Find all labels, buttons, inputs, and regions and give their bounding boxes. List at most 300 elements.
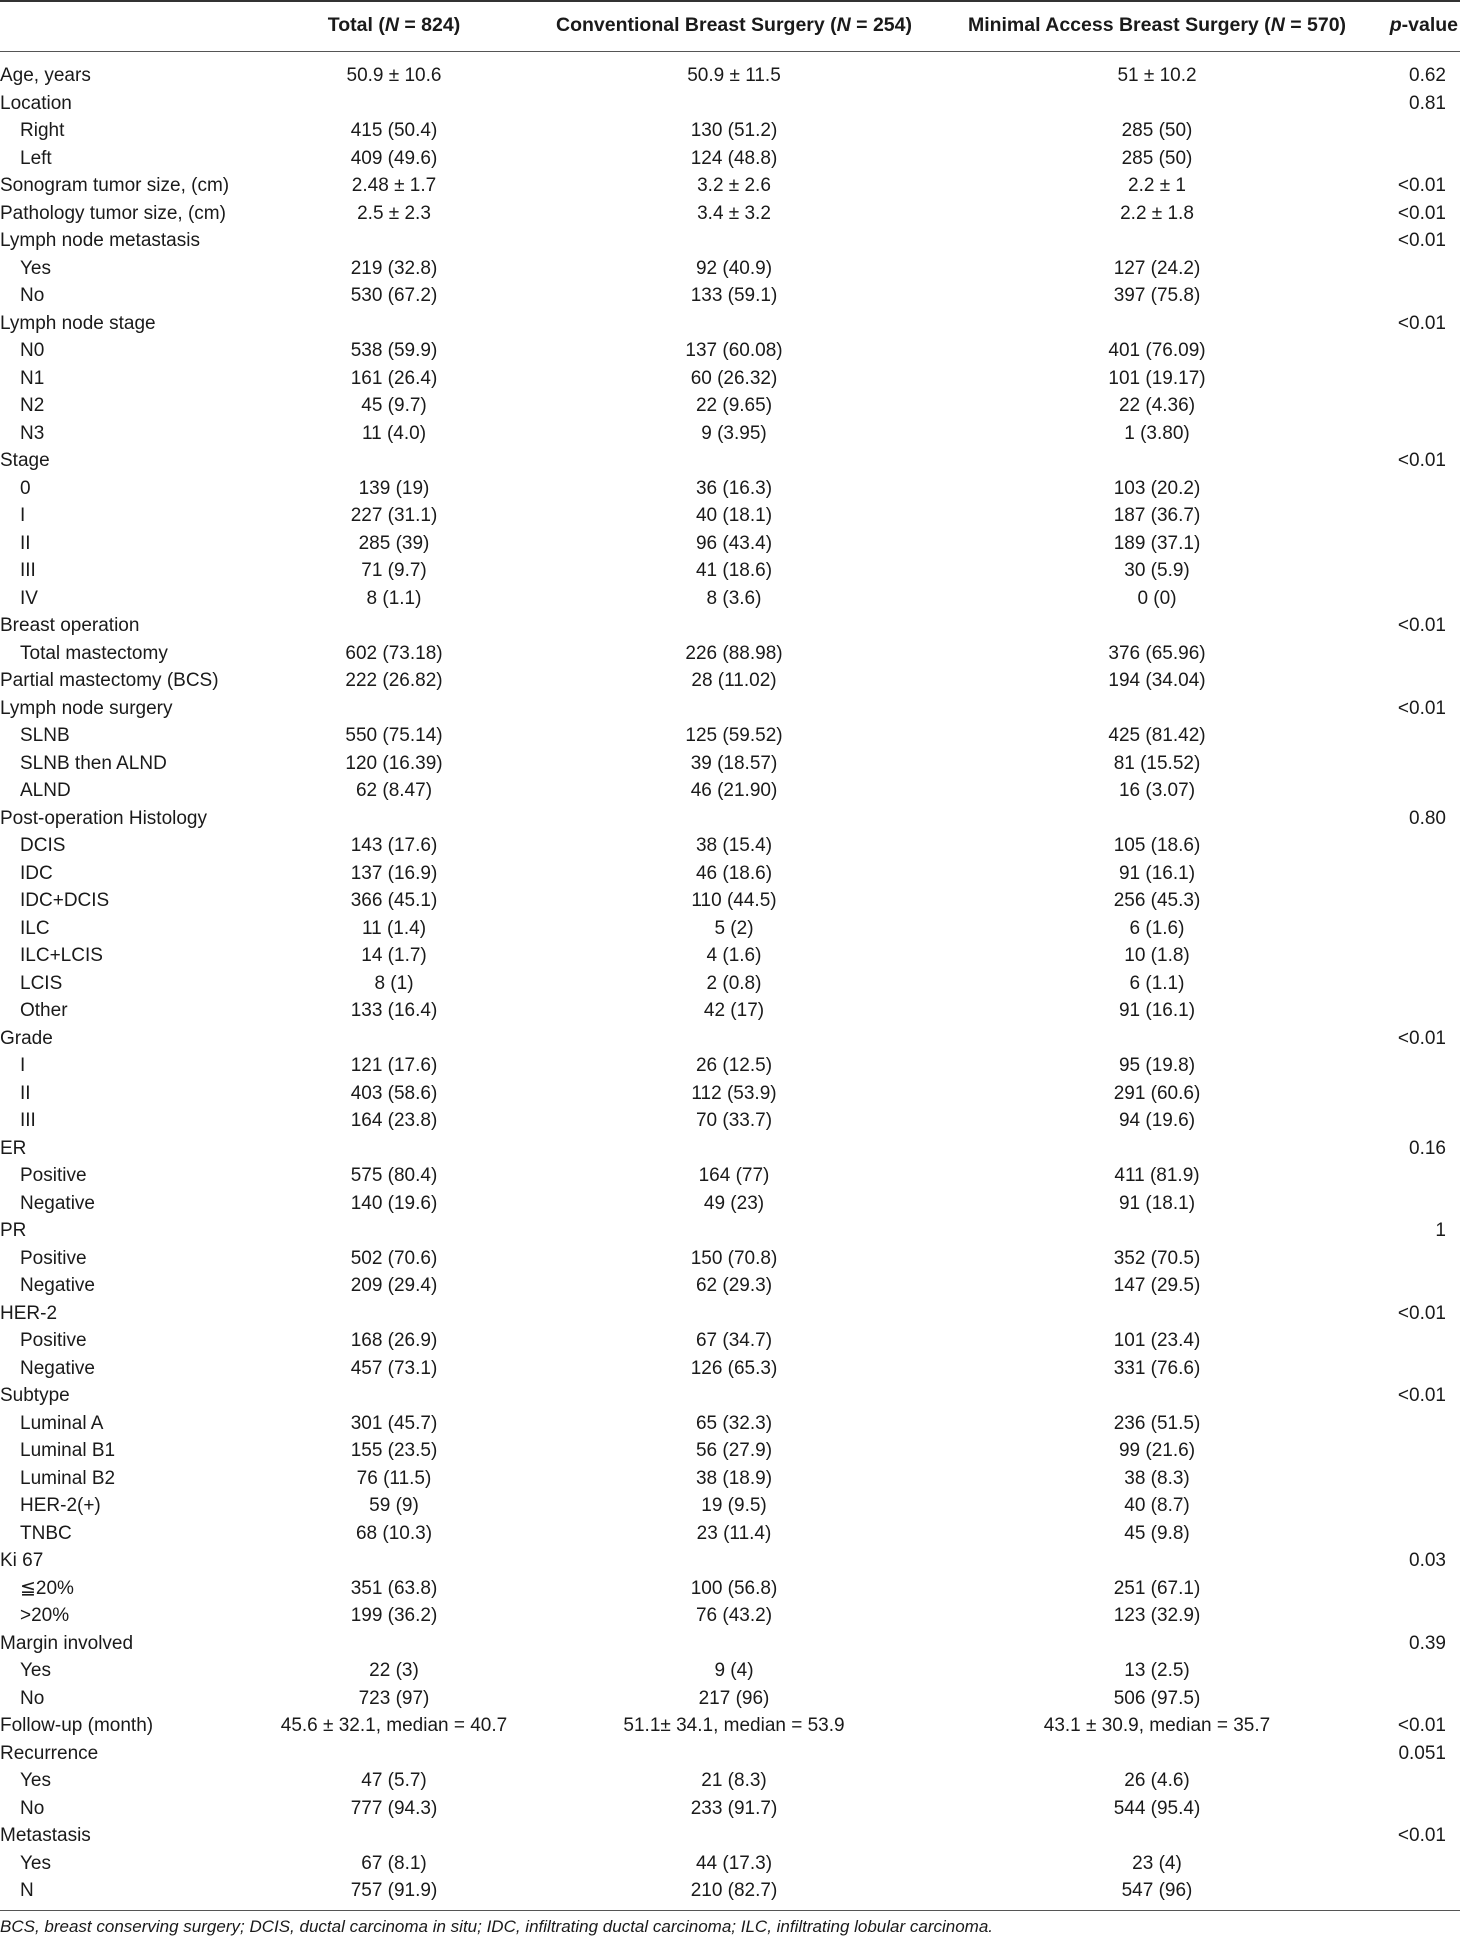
table-row (0, 65, 1460, 93)
table-row (0, 1578, 1460, 1606)
row-label: Negative (20, 1275, 95, 1296)
cell-total: 137 (16.9) (350, 862, 438, 884)
cell-conventional: 21 (8.3) (701, 1770, 767, 1791)
cell-conventional: 217 (96) (698, 1687, 770, 1709)
table-row (0, 1193, 1460, 1221)
row-label: Positive (20, 1247, 87, 1269)
cell-p-value: 0.39 (1409, 1632, 1446, 1654)
cell-minimal-access: 397 (75.8) (1113, 285, 1201, 306)
cell-conventional: 2 (0.8) (706, 972, 762, 994)
table-row (0, 1825, 1460, 1853)
cell-conventional: 8 (3.6) (706, 587, 762, 609)
row-label: Negative (20, 1357, 95, 1379)
table-row (0, 1165, 1460, 1193)
row-label: Luminal B1 (20, 1440, 116, 1461)
row-label: Yes (20, 1660, 51, 1681)
table-row (0, 368, 1460, 396)
table-row (0, 478, 1460, 506)
cell-total: 723 (97) (358, 1687, 430, 1709)
cell-p-value: <0.01 (1397, 1825, 1446, 1846)
row-label: Ki 67 (0, 1550, 44, 1571)
cell-conventional: 5 (2) (714, 917, 754, 939)
table-row (0, 258, 1460, 286)
cell-conventional: 3.4 ± 3.2 (697, 202, 771, 224)
row-label: ≦20% (20, 1577, 74, 1599)
cell-conventional: 56 (27.9) (695, 1440, 773, 1461)
table-row (0, 973, 1460, 1001)
cell-minimal-access: 91 (16.1) (1118, 1000, 1196, 1021)
cell-minimal-access: 16 (3.07) (1118, 780, 1196, 801)
cell-conventional: 70 (33.7) (695, 1110, 773, 1131)
cell-minimal-access: 547 (96) (1121, 1880, 1193, 1901)
row-label: ER (0, 1137, 27, 1159)
row-label: Metastasis (0, 1825, 91, 1846)
row-label: N0 (20, 340, 45, 361)
row-label: N2 (20, 395, 45, 416)
row-label: No (20, 1687, 45, 1709)
cell-minimal-access: 22 (4.36) (1118, 395, 1196, 416)
table-row (0, 725, 1460, 753)
cell-total: 59 (9) (369, 1495, 419, 1516)
cell-conventional: 46 (21.90) (690, 780, 778, 801)
cell-total: 575 (80.4) (350, 1165, 438, 1186)
header-p-value: p-value (1389, 14, 1458, 36)
table-row (0, 1055, 1460, 1083)
row-label: IV (20, 587, 38, 609)
cell-conventional: 44 (17.3) (695, 1852, 773, 1874)
cell-total: 50.9 ± 10.6 (346, 65, 442, 86)
cell-minimal-access: 99 (21.6) (1118, 1440, 1196, 1461)
cell-minimal-access: 95 (19.8) (1118, 1055, 1196, 1076)
cell-total: 14 (1.7) (361, 945, 427, 966)
cell-total: 168 (26.9) (350, 1330, 438, 1351)
cell-p-value: <0.01 (1397, 202, 1446, 224)
cell-conventional: 4 (1.6) (706, 945, 762, 966)
table-row (0, 285, 1460, 313)
row-label: Follow-up (month) (0, 1715, 154, 1736)
row-label: 0 (20, 477, 31, 499)
cell-total: 11 (4.0) (361, 422, 427, 444)
cell-total: 403 (58.6) (350, 1082, 438, 1104)
cell-minimal-access: 2.2 ± 1 (1128, 175, 1186, 196)
row-label: Recurrence (0, 1742, 99, 1764)
cell-total: 209 (29.4) (350, 1275, 438, 1296)
cell-conventional: 22 (9.65) (695, 395, 773, 416)
cell-total: 351 (63.8) (350, 1577, 438, 1599)
row-label: Stage (0, 450, 50, 471)
cell-total: 161 (26.4) (350, 367, 438, 389)
cell-p-value: <0.01 (1397, 450, 1446, 471)
cell-total: 457 (73.1) (350, 1357, 438, 1379)
cell-conventional: 126 (65.3) (690, 1357, 778, 1379)
cell-minimal-access: 81 (15.52) (1113, 752, 1201, 774)
row-label: PR (0, 1220, 27, 1241)
cell-conventional: 62 (29.3) (695, 1275, 773, 1296)
cell-conventional: 38 (15.4) (695, 835, 773, 856)
cell-conventional: 233 (91.7) (690, 1797, 778, 1819)
table-row (0, 395, 1460, 423)
row-label: HER-2(+) (20, 1495, 101, 1516)
cell-conventional: 40 (18.1) (695, 505, 773, 526)
row-label: Post-operation Histology (0, 807, 207, 829)
cell-total: 68 (10.3) (355, 1522, 433, 1544)
row-label: II (20, 1082, 31, 1104)
cell-minimal-access: 285 (50) (1121, 120, 1193, 141)
cell-minimal-access: 40 (8.7) (1124, 1495, 1190, 1516)
cell-p-value: <0.01 (1397, 615, 1446, 636)
cell-minimal-access: 425 (81.42) (1108, 725, 1206, 746)
cell-conventional: 96 (43.4) (695, 532, 773, 554)
cell-minimal-access: 13 (2.5) (1124, 1660, 1190, 1681)
cell-p-value: <0.01 (1397, 1385, 1446, 1406)
cell-minimal-access: 251 (67.1) (1113, 1577, 1201, 1599)
row-label: ILC+LCIS (20, 945, 103, 966)
table-row (0, 1275, 1460, 1303)
cell-minimal-access: 187 (36.7) (1113, 505, 1201, 526)
cell-total: 8 (1) (374, 972, 414, 994)
cell-minimal-access: 189 (37.1) (1113, 532, 1201, 554)
table-row (0, 93, 1460, 121)
row-label: DCIS (20, 835, 66, 856)
cell-p-value: 0.81 (1409, 92, 1446, 114)
cell-minimal-access: 43.1 ± 30.9, median = 35.7 (1043, 1715, 1271, 1736)
cell-conventional: 76 (43.2) (695, 1605, 773, 1626)
table-row (0, 1083, 1460, 1111)
table-row (0, 643, 1460, 671)
row-label: Location (0, 92, 72, 114)
cell-minimal-access: 1 (3.80) (1124, 422, 1190, 444)
table-row (0, 533, 1460, 561)
table-row (0, 1138, 1460, 1166)
row-label: I (20, 505, 26, 526)
cell-total: 71 (9.7) (361, 560, 427, 581)
table-row (0, 835, 1460, 863)
cell-conventional: 137 (60.08) (685, 340, 783, 361)
table-row (0, 340, 1460, 368)
table-row (0, 1248, 1460, 1276)
cell-minimal-access: 401 (76.09) (1108, 340, 1206, 361)
table-row (0, 588, 1460, 616)
cell-total: 415 (50.4) (350, 120, 438, 141)
row-label: III (20, 560, 36, 581)
cell-minimal-access: 411 (81.9) (1114, 1165, 1200, 1186)
row-label: N3 (20, 422, 45, 444)
cell-total: 67 (8.1) (361, 1852, 427, 1874)
cell-conventional: 226 (88.98) (685, 642, 783, 664)
row-label: TNBC (20, 1522, 72, 1544)
table-row (0, 1770, 1460, 1798)
cell-p-value: <0.01 (1397, 1302, 1446, 1324)
table-row (0, 1220, 1460, 1248)
table-row (0, 1743, 1460, 1771)
cell-minimal-access: 123 (32.9) (1113, 1605, 1201, 1626)
table-row (0, 1798, 1460, 1826)
table-row (0, 1385, 1460, 1413)
cell-total: 538 (59.9) (350, 340, 438, 361)
cell-conventional: 26 (12.5) (695, 1055, 773, 1076)
row-label: Yes (20, 257, 51, 279)
bottom-rule (0, 1910, 1460, 1911)
cell-total: 285 (39) (358, 532, 430, 554)
cell-conventional: 3.2 ± 2.6 (697, 175, 771, 196)
cell-minimal-access: 6 (1.6) (1129, 917, 1185, 939)
cell-p-value: <0.01 (1397, 175, 1446, 196)
cell-total: 143 (17.6) (350, 835, 438, 856)
cell-conventional: 38 (18.9) (695, 1467, 773, 1489)
cell-conventional: 39 (18.57) (690, 752, 778, 774)
cell-conventional: 133 (59.1) (690, 285, 778, 306)
table-row (0, 1880, 1460, 1908)
cell-total: 121 (17.6) (350, 1055, 438, 1076)
cell-minimal-access: 10 (1.8) (1124, 945, 1190, 966)
table-row (0, 1110, 1460, 1138)
cell-total: 164 (23.8) (350, 1110, 438, 1131)
row-label: Subtype (0, 1385, 70, 1406)
row-label: IDC (20, 862, 53, 884)
table-row (0, 1715, 1460, 1743)
cell-total: 120 (16.39) (345, 752, 443, 774)
table-footnote: BCS, breast conserving surgery; DCIS, ductal carcinoma in situ; IDC, infiltrating ductal carcinoma; ILC, infiltrating lobular carcinoma. (0, 1917, 994, 1936)
table-body (0, 65, 1460, 1908)
cell-minimal-access: 94 (19.6) (1118, 1110, 1196, 1131)
row-label: Negative (20, 1192, 95, 1214)
cell-minimal-access: 38 (8.3) (1124, 1467, 1190, 1489)
cell-conventional: 124 (48.8) (690, 147, 778, 169)
cell-total: 47 (5.7) (361, 1770, 427, 1791)
cell-conventional: 46 (18.6) (695, 862, 773, 884)
cell-minimal-access: 127 (24.2) (1113, 257, 1201, 279)
table-row (0, 1440, 1460, 1468)
cell-total: 199 (36.2) (350, 1605, 438, 1626)
cell-minimal-access: 506 (97.5) (1113, 1687, 1201, 1709)
table-row (0, 890, 1460, 918)
table-row (0, 423, 1460, 451)
cell-total: 140 (19.6) (350, 1192, 438, 1214)
cell-minimal-access: 285 (50) (1121, 147, 1193, 169)
cell-total: 11 (1.4) (361, 917, 427, 939)
cell-total: 8 (1.1) (366, 587, 422, 609)
row-label: No (20, 1797, 45, 1819)
cell-total: 757 (91.9) (350, 1880, 438, 1901)
table-row (0, 698, 1460, 726)
cell-p-value: <0.01 (1397, 1027, 1446, 1049)
row-label: >20% (20, 1605, 70, 1626)
cell-total: 227 (31.1) (350, 505, 438, 526)
cell-total: 76 (11.5) (356, 1467, 432, 1489)
row-label: III (20, 1110, 36, 1131)
table-row (0, 505, 1460, 533)
cell-conventional: 50.9 ± 11.5 (687, 65, 781, 86)
table-row (0, 148, 1460, 176)
cell-conventional: 49 (23) (703, 1192, 765, 1214)
row-label: Positive (20, 1330, 87, 1351)
cell-minimal-access: 105 (18.6) (1113, 835, 1201, 856)
table-row (0, 753, 1460, 781)
table-row (0, 863, 1460, 891)
row-label: Grade (0, 1027, 53, 1049)
row-label: HER-2 (0, 1302, 58, 1324)
row-label: Lymph node stage (0, 312, 156, 334)
cell-p-value: 1 (1435, 1220, 1446, 1241)
cell-minimal-access: 544 (95.4) (1113, 1797, 1201, 1819)
cell-total: 301 (45.7) (350, 1412, 438, 1434)
cell-conventional: 150 (70.8) (690, 1247, 778, 1269)
table-row (0, 313, 1460, 341)
cell-p-value: 0.80 (1409, 807, 1446, 829)
row-label: IDC+DCIS (20, 890, 110, 911)
table-row (0, 120, 1460, 148)
cell-minimal-access: 331 (76.6) (1113, 1357, 1201, 1379)
table-row (0, 1028, 1460, 1056)
cell-minimal-access: 91 (18.1) (1118, 1192, 1196, 1214)
cell-conventional: 100 (56.8) (690, 1577, 778, 1599)
cell-conventional: 65 (32.3) (695, 1412, 773, 1434)
cell-conventional: 125 (59.52) (685, 725, 783, 746)
row-label: Lymph node surgery (0, 697, 173, 719)
cell-total: 45 (9.7) (361, 395, 427, 416)
cell-p-value: <0.01 (1397, 312, 1446, 334)
cell-total: 777 (94.3) (350, 1797, 438, 1819)
table-row (0, 1303, 1460, 1331)
cell-minimal-access: 101 (19.17) (1108, 367, 1206, 389)
cell-minimal-access: 194 (34.04) (1108, 670, 1206, 691)
table-row (0, 1853, 1460, 1881)
row-label: Right (20, 120, 65, 141)
cell-p-value: <0.01 (1397, 230, 1446, 251)
cell-p-value: 0.03 (1409, 1550, 1446, 1571)
row-label: II (20, 532, 31, 554)
table-row (0, 918, 1460, 946)
table-row (0, 1688, 1460, 1716)
cell-conventional: 67 (34.7) (695, 1330, 773, 1351)
row-label: ILC (20, 917, 50, 939)
cell-p-value: 0.051 (1398, 1742, 1446, 1764)
row-label: Lymph node metastasis (0, 230, 200, 251)
row-label: Luminal B2 (20, 1467, 116, 1489)
table-row (0, 945, 1460, 973)
table-row (0, 1000, 1460, 1028)
cell-conventional: 9 (4) (714, 1660, 754, 1681)
cell-minimal-access: 26 (4.6) (1124, 1770, 1190, 1791)
row-label: Margin involved (0, 1632, 134, 1654)
cell-total: 409 (49.6) (350, 147, 438, 169)
cell-conventional: 110 (44.5) (691, 890, 777, 911)
cell-minimal-access: 45 (9.8) (1124, 1522, 1190, 1544)
cell-total: 502 (70.6) (350, 1247, 438, 1269)
table-row (0, 1633, 1460, 1661)
cell-conventional: 210 (82.7) (690, 1880, 778, 1901)
row-label: No (20, 285, 45, 306)
table-row (0, 615, 1460, 643)
header-rule (0, 51, 1460, 52)
row-label: Pathology tumor size, (cm) (0, 202, 226, 224)
table-row (0, 1358, 1460, 1386)
cell-p-value: <0.01 (1397, 697, 1446, 719)
cell-minimal-access: 236 (51.5) (1113, 1412, 1201, 1434)
row-label: Yes (20, 1852, 51, 1874)
cell-conventional: 9 (3.95) (701, 422, 767, 444)
table-row (0, 175, 1460, 203)
cell-minimal-access: 91 (16.1) (1118, 862, 1196, 884)
row-label: Other (20, 1000, 68, 1021)
table-row (0, 1413, 1460, 1441)
row-label: Positive (20, 1165, 87, 1186)
table-row (0, 1523, 1460, 1551)
row-label: Sonogram tumor size, (cm) (0, 175, 230, 196)
table-row (0, 1605, 1460, 1633)
cell-p-value: 0.16 (1409, 1137, 1446, 1159)
table-row (0, 203, 1460, 231)
cell-conventional: 28 (11.02) (691, 670, 777, 691)
cell-conventional: 42 (17) (703, 1000, 765, 1021)
cell-total: 62 (8.47) (355, 780, 433, 801)
cell-minimal-access: 6 (1.1) (1129, 972, 1185, 994)
cell-total: 602 (73.18) (345, 642, 443, 664)
cell-total: 133 (16.4) (350, 1000, 438, 1021)
table-row (0, 670, 1460, 698)
cell-minimal-access: 103 (20.2) (1113, 477, 1201, 499)
cell-conventional: 23 (11.4) (696, 1522, 772, 1544)
cell-total: 139 (19) (358, 477, 430, 499)
cell-conventional: 112 (53.9) (691, 1082, 777, 1104)
table-header (0, 0, 1460, 52)
cell-minimal-access: 51 ± 10.2 (1117, 65, 1197, 86)
row-label: Breast operation (0, 615, 140, 636)
cell-total: 22 (3) (369, 1660, 419, 1681)
cell-total: 366 (45.1) (350, 890, 438, 911)
cell-total: 155 (23.5) (350, 1440, 438, 1461)
header-conventional: Conventional Breast Surgery (N = 254) (555, 14, 913, 36)
table-row (0, 450, 1460, 478)
cell-minimal-access: 30 (5.9) (1124, 560, 1190, 581)
table-row (0, 1468, 1460, 1496)
table-row (0, 230, 1460, 258)
row-label: Left (20, 147, 52, 169)
row-label: Yes (20, 1770, 51, 1791)
table-row (0, 560, 1460, 588)
row-label: LCIS (20, 972, 63, 994)
row-label: Total mastectomy (20, 642, 168, 664)
cell-total: 2.48 ± 1.7 (351, 175, 437, 196)
cell-minimal-access: 376 (65.96) (1108, 642, 1206, 664)
cell-minimal-access: 147 (29.5) (1113, 1275, 1201, 1296)
row-label: ALND (20, 780, 71, 801)
cell-total: 219 (32.8) (350, 257, 438, 279)
cell-total: 45.6 ± 32.1, median = 40.7 (280, 1715, 508, 1736)
cell-total: 530 (67.2) (350, 285, 438, 306)
cell-conventional: 41 (18.6) (695, 560, 773, 581)
cell-conventional: 92 (40.9) (695, 257, 773, 279)
cell-minimal-access: 23 (4) (1132, 1852, 1182, 1874)
cell-total: 2.5 ± 2.3 (357, 202, 431, 224)
row-label: N1 (20, 367, 45, 389)
cell-minimal-access: 2.2 ± 1.8 (1120, 202, 1194, 224)
table-row (0, 780, 1460, 808)
table-row (0, 1660, 1460, 1688)
row-label: Partial mastectomy (BCS) (0, 670, 219, 691)
row-label: I (20, 1055, 26, 1076)
row-label: SLNB (20, 725, 70, 746)
header-minimal-access: Minimal Access Breast Surgery (N = 570) (967, 14, 1347, 36)
header-total: Total (N = 824) (327, 14, 461, 36)
cell-minimal-access: 0 (0) (1137, 587, 1177, 609)
cell-conventional: 60 (26.32) (690, 367, 778, 389)
row-label: Luminal A (20, 1412, 104, 1434)
cell-conventional: 19 (9.5) (701, 1495, 767, 1516)
table-row (0, 1495, 1460, 1523)
cell-minimal-access: 291 (60.6) (1113, 1082, 1201, 1104)
row-label: N (20, 1880, 34, 1901)
